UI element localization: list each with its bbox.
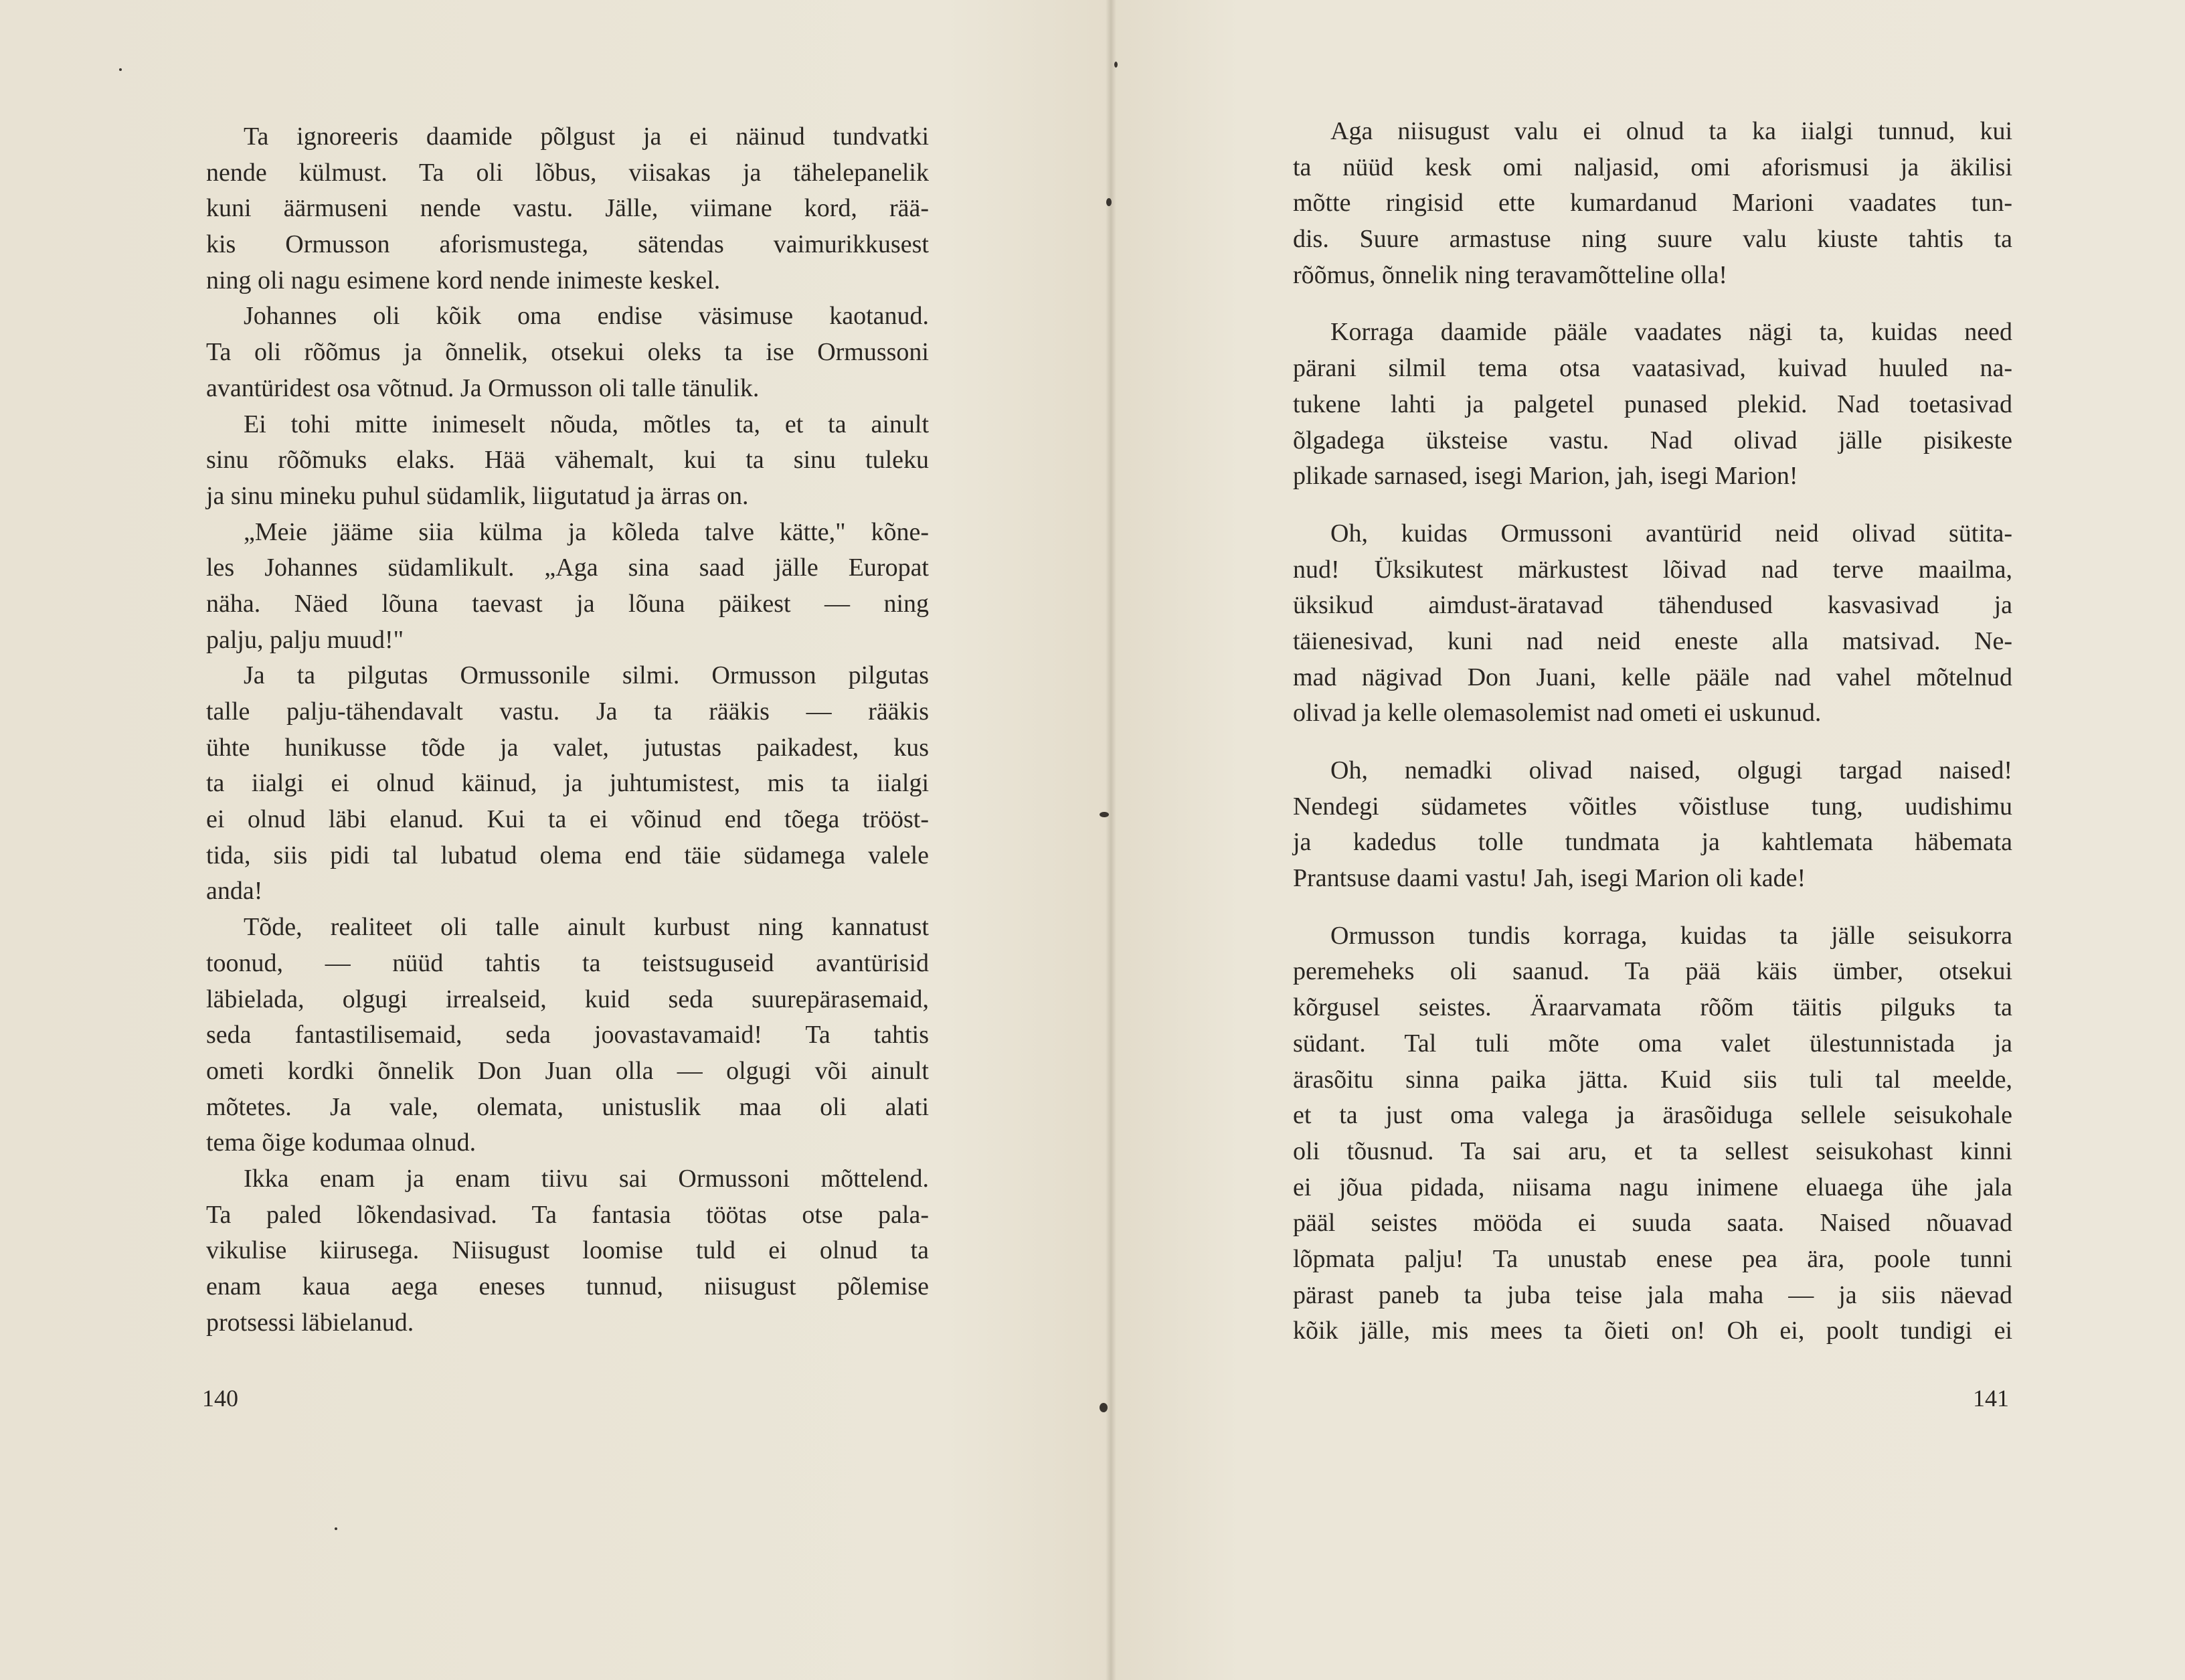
text-line: peremeheks oli saanud. Ta pää käis ümber, otsekui xyxy=(1293,957,2012,986)
text-line: Johannes oli kõik oma endise väsimuse kaotanud. xyxy=(244,302,929,331)
text-line: kuni äärmuseni nende vastu. Jälle, viimane kord, rää- xyxy=(206,194,929,223)
text-line: sinu rõõmuks elaks. Hää vähemalt, kui ta sinu tuleku xyxy=(206,446,929,475)
text-line: anda! xyxy=(206,877,263,906)
book-gutter xyxy=(1106,0,1116,1680)
text-line: Tõde, realiteet oli talle ainult kurbust ning kannatust xyxy=(244,913,929,942)
text-line: Nendegi südametes võitles võistluse tung, uudishimu xyxy=(1293,792,2012,821)
paper-speck xyxy=(119,68,122,71)
text-line: Ei tohi mitte inimeselt nõuda, mõtles ta, et ta ainult xyxy=(244,410,929,438)
text-line: Prantsuse daami vastu! Jah, isegi Marion oli kade! xyxy=(1293,864,1806,893)
text-line: nende külmust. Ta oli lõbus, viisakas ja tähelepanelik xyxy=(206,158,929,187)
text-line: Ja ta pilgutas Ormussonile silmi. Ormusson pilgutas xyxy=(244,661,929,690)
text-line: enam kaua aega eneses tunnud, niisugust põlemise xyxy=(206,1272,929,1300)
page-number-right: 141 xyxy=(1973,1385,2009,1412)
text-line: tida, siis pidi tal lubatud olema end täie südamega valele xyxy=(206,841,929,869)
text-line: ei olnud läbi elanud. Kui ta ei võinud end tõega trööst- xyxy=(206,805,929,834)
text-line: olivad ja kelle olemasolemist nad ometi ei uskunud. xyxy=(1293,699,1822,728)
paper-speck xyxy=(1100,812,1109,817)
text-line: Aga niisugust valu ei olnud ta ka iialgi tunnud, kui xyxy=(1330,117,2012,145)
text-line: nud! Üksikutest märkustest lõivad nad terve maailma, xyxy=(1293,555,2012,584)
text-line: vikulise kiirusega. Niisugust loomise tuld ei olnud ta xyxy=(206,1236,929,1265)
text-line: pääl seistes mööda ei suuda saata. Naised nõuavad xyxy=(1293,1209,2012,1238)
text-line: Oh, nemadki olivad naised, olgugi targad naised! xyxy=(1330,756,2012,784)
text-line: Ikka enam ja enam tiivu sai Ormussoni mõttelend. xyxy=(244,1164,929,1193)
text-line: südant. Tal tuli mõte oma valet ülestunnistada ja xyxy=(1293,1029,2012,1058)
text-line: les Johannes südamlikult. „Aga sina saad jälle Europat xyxy=(206,554,929,582)
text-line: ja sinu mineku puhul südamlik, liigutatud ja ärras on. xyxy=(206,481,749,510)
text-line: tukene lahti ja palgetel punased plekid. Nad toetasivad xyxy=(1293,390,2012,418)
right-page-text xyxy=(1293,114,2012,1349)
text-line: toonud, — nüüd tahtis ta teistsuguseid avantürisid xyxy=(206,948,929,977)
text-line: üksikud aimdust-äratavad tähendused kasvasivad ja xyxy=(1293,591,2012,620)
text-line: Korraga daamide pääle vaadates nägi ta, kuidas need xyxy=(1330,318,2012,347)
text-line: rõõmus, õnnelik ning teravamõtteline olla! xyxy=(1293,260,1728,289)
paper-speck xyxy=(1106,198,1112,206)
text-line: tema õige kodumaa olnud. xyxy=(206,1128,476,1157)
text-line: ärasõitu sinna paika jätta. Kuid siis tuli tal meelde, xyxy=(1293,1065,2012,1094)
text-line: läbielada, olgugi irrealseid, kuid seda suurepärasemaid, xyxy=(206,985,929,1013)
text-line: Ta ignoreeris daamide põlgust ja ei näinud tundvatki xyxy=(244,122,929,151)
text-line: talle palju-tähendavalt vastu. Ja ta rääkis — rääkis xyxy=(206,697,929,726)
text-line: mad nägivad Don Juani, kelle pääle nad vahel mõtelnud xyxy=(1293,663,2012,691)
text-line: kis Ormusson aforismustega, sätendas vaimurikkusest xyxy=(206,230,929,259)
text-line: oli tõusnud. Ta sai aru, et ta sellest seisukohast kinni xyxy=(1293,1137,2012,1165)
paper-speck xyxy=(1100,1403,1108,1412)
text-line: ta nüüd kesk omi naljasid, omi aforismusi ja äkilisi xyxy=(1293,153,2012,181)
text-line: õlgadega üksteise vastu. Nad olivad jälle pisikeste xyxy=(1293,426,2012,454)
left-page-text xyxy=(206,119,929,1341)
text-line: „Meie jääme siia külma ja kõleda talve kätte," kõne- xyxy=(244,517,929,546)
text-line: ühte hunikusse tõde ja valet, jutustas paikadest, kus xyxy=(206,733,929,762)
paragraph-gap xyxy=(1293,293,2012,315)
text-line: protsessi läbielanud. xyxy=(206,1308,414,1337)
text-line: plikade sarnased, isegi Marion, jah, isegi Marion! xyxy=(1293,462,1798,491)
paragraph-gap xyxy=(1293,495,2012,516)
text-line: Ta paled lõkendasivad. Ta fantasia töötas otse pala- xyxy=(206,1200,929,1229)
text-line: et ta just oma valega ja ärasõiduga sellele seisukohale xyxy=(1293,1101,2012,1130)
text-line: pärast paneb ta juba teise jala maha — ja siis näevad xyxy=(1293,1280,2012,1309)
text-line: täienesivad, kuni nad neid eneste alla matsivad. Ne- xyxy=(1293,626,2012,655)
text-line: Oh, kuidas Ormussoni avantürid neid olivad sütita- xyxy=(1330,519,2012,548)
text-line: pärani silmil tema otsa vaatasivad, kuivad huuled na- xyxy=(1293,354,2012,383)
paper-speck xyxy=(1114,62,1118,68)
text-line: kõik jälle, mis mees ta õieti on! Oh ei, poolt tundigi ei xyxy=(1293,1317,2012,1345)
text-line: ei jõua pidada, niisama nagu inimene eluaega ühe jala xyxy=(1293,1173,2012,1201)
paragraph-gap xyxy=(1293,732,2012,753)
text-line: mõtetes. Ja vale, olemata, unistuslik maa oli alati xyxy=(206,1092,929,1121)
text-line: ta iialgi ei olnud käinud, ja juhtumistest, mis ta iialgi xyxy=(206,769,929,798)
page-number-left: 140 xyxy=(202,1385,238,1412)
text-line: ometi kordki õnnelik Don Juan olla — olgugi või ainult xyxy=(206,1056,929,1085)
text-line: avantüridest osa võtnud. Ja Ormusson oli talle tänulik. xyxy=(206,373,760,402)
text-line: ja kadedus tolle tundmata ja kahtlemata häbemata xyxy=(1293,828,2012,857)
text-line: Ormusson tundis korraga, kuidas ta jälle seisukorra xyxy=(1330,921,2012,950)
paper-speck xyxy=(335,1527,337,1530)
text-line: kõrgusel seistes. Äraarvamata rõõm täitis pilguks ta xyxy=(1293,993,2012,1022)
text-line: lõpmata palju! Ta unustab enese pea ära, poole tunni xyxy=(1293,1244,2012,1273)
text-line: palju, palju muud!" xyxy=(206,625,404,654)
text-line: dis. Suure armastuse ning suure valu kiuste tahtis ta xyxy=(1293,225,2012,254)
text-line: näha. Näed lõuna taevast ja lõuna päikest — ning xyxy=(206,589,929,618)
text-line: ning oli nagu esimene kord nende inimeste keskel. xyxy=(206,266,721,295)
text-line: seda fantastilisemaid, seda joovastavamaid! Ta tahtis xyxy=(206,1021,929,1049)
text-line: Ta oli rõõmus ja õnnelik, otsekui oleks ta ise Ormussoni xyxy=(206,338,929,367)
text-line: mõtte ringisid ette kumardanud Marioni vaadates tun- xyxy=(1293,189,2012,218)
paragraph-gap xyxy=(1293,897,2012,918)
